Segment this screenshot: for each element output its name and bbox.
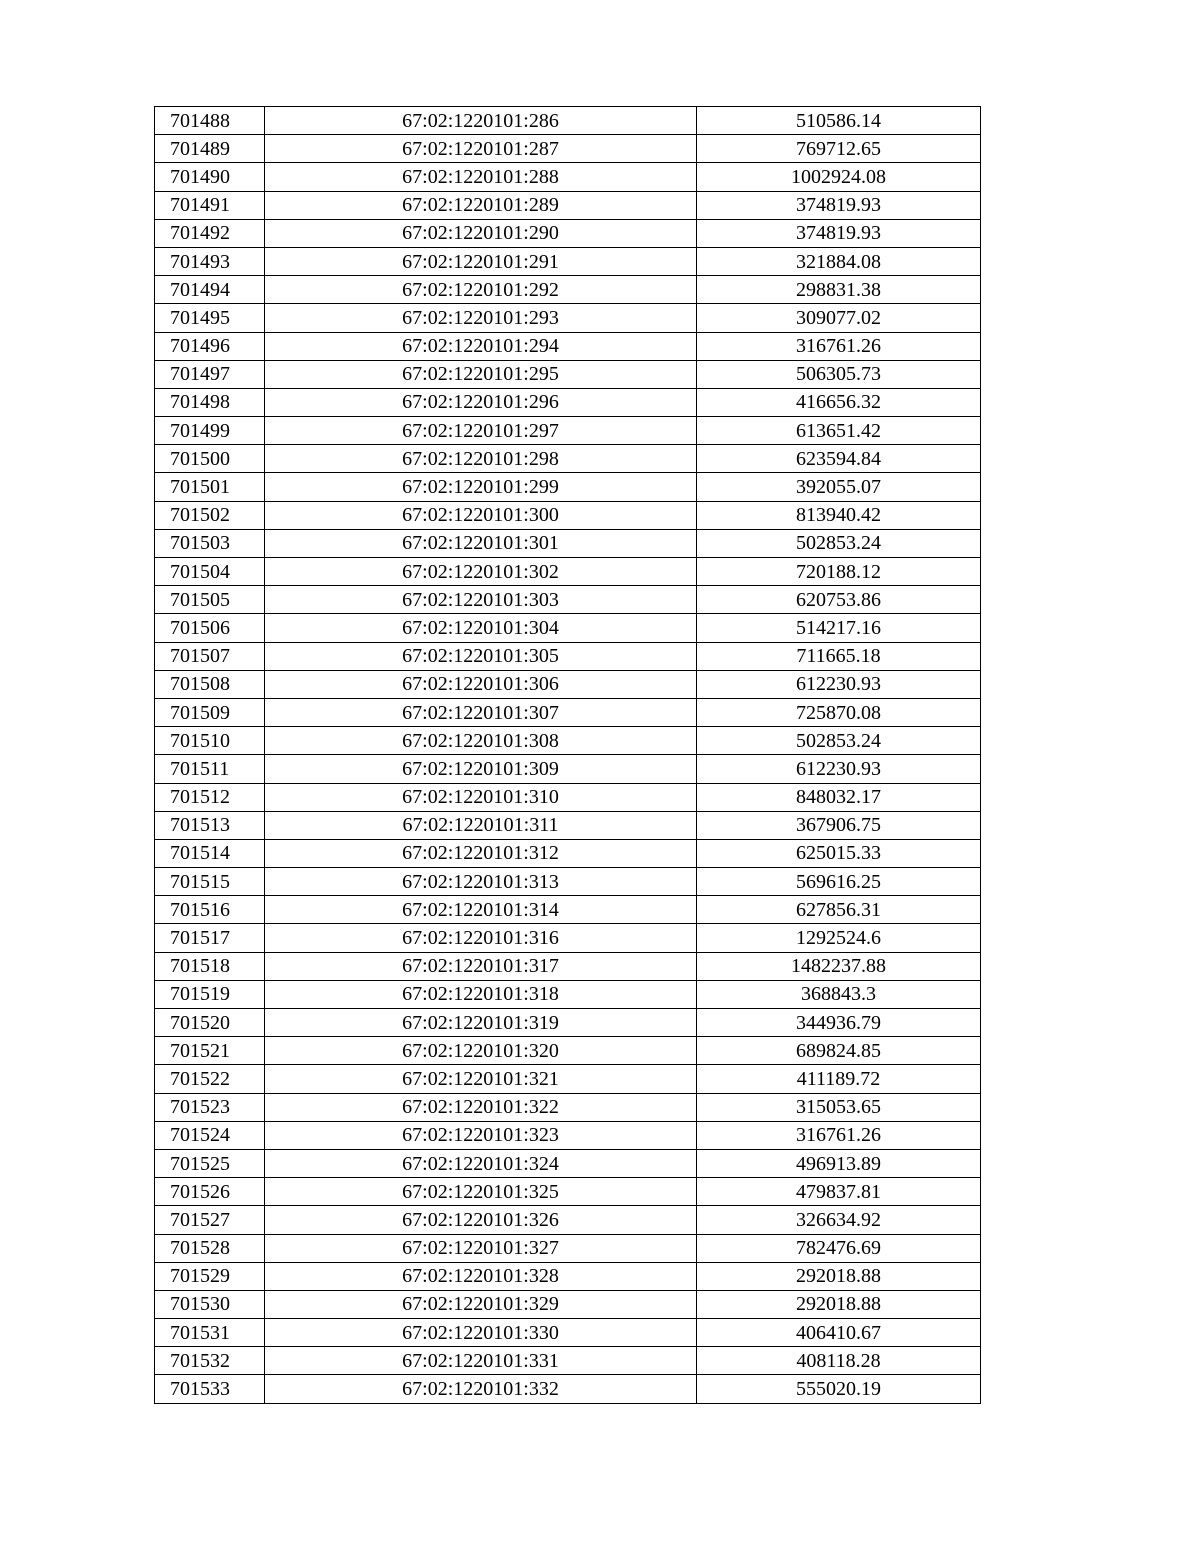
cadastral-value-cell: 769712.65 bbox=[697, 135, 981, 163]
cadastral-value-cell: 416656.32 bbox=[697, 388, 981, 416]
table-row bbox=[155, 1037, 981, 1065]
table-row bbox=[155, 727, 981, 755]
cadastral-number-cell: 67:02:1220101:329 bbox=[265, 1290, 697, 1318]
table-row bbox=[155, 304, 981, 332]
cadastral-value-cell: 625015.33 bbox=[697, 839, 981, 867]
cadastral-number-cell: 67:02:1220101:302 bbox=[265, 558, 697, 586]
table-row bbox=[155, 276, 981, 304]
row-number-cell: 701519 bbox=[155, 980, 265, 1008]
table-row bbox=[155, 1319, 981, 1347]
cadastral-number-cell: 67:02:1220101:313 bbox=[265, 868, 697, 896]
row-number-cell: 701506 bbox=[155, 614, 265, 642]
row-number-cell: 701529 bbox=[155, 1262, 265, 1290]
cadastral-value-cell: 720188.12 bbox=[697, 558, 981, 586]
row-number-cell: 701489 bbox=[155, 135, 265, 163]
cadastral-value-cell: 612230.93 bbox=[697, 670, 981, 698]
row-number-cell: 701501 bbox=[155, 473, 265, 501]
cadastral-value-cell: 411189.72 bbox=[697, 1065, 981, 1093]
row-number-cell: 701502 bbox=[155, 501, 265, 529]
cadastral-value-cell: 502853.24 bbox=[697, 727, 981, 755]
row-number-cell: 701497 bbox=[155, 360, 265, 388]
row-number-cell: 701524 bbox=[155, 1121, 265, 1149]
cadastral-number-cell: 67:02:1220101:299 bbox=[265, 473, 697, 501]
cadastral-number-cell: 67:02:1220101:311 bbox=[265, 811, 697, 839]
cadastral-number-cell: 67:02:1220101:308 bbox=[265, 727, 697, 755]
cadastral-number-cell: 67:02:1220101:309 bbox=[265, 755, 697, 783]
cadastral-value-cell: 510586.14 bbox=[697, 107, 981, 135]
table-row bbox=[155, 219, 981, 247]
row-number-cell: 701494 bbox=[155, 276, 265, 304]
row-number-cell: 701521 bbox=[155, 1037, 265, 1065]
cadastral-value-cell: 321884.08 bbox=[697, 247, 981, 275]
cadastral-number-cell: 67:02:1220101:296 bbox=[265, 388, 697, 416]
cadastral-value-cell: 292018.88 bbox=[697, 1262, 981, 1290]
cadastral-number-cell: 67:02:1220101:304 bbox=[265, 614, 697, 642]
cadastral-number-cell: 67:02:1220101:331 bbox=[265, 1347, 697, 1375]
cadastral-value-cell: 406410.67 bbox=[697, 1319, 981, 1347]
table-row bbox=[155, 107, 981, 135]
row-number-cell: 701523 bbox=[155, 1093, 265, 1121]
cadastral-number-cell: 67:02:1220101:330 bbox=[265, 1319, 697, 1347]
row-number-cell: 701505 bbox=[155, 586, 265, 614]
table-row bbox=[155, 445, 981, 473]
cadastral-number-cell: 67:02:1220101:307 bbox=[265, 698, 697, 726]
cadastral-number-cell: 67:02:1220101:332 bbox=[265, 1375, 697, 1403]
row-number-cell: 701525 bbox=[155, 1149, 265, 1177]
cadastral-number-cell: 67:02:1220101:325 bbox=[265, 1178, 697, 1206]
row-number-cell: 701488 bbox=[155, 107, 265, 135]
cadastral-number-cell: 67:02:1220101:327 bbox=[265, 1234, 697, 1262]
row-number-cell: 701520 bbox=[155, 1009, 265, 1037]
table-row bbox=[155, 1375, 981, 1403]
cadastral-value-cell: 316761.26 bbox=[697, 332, 981, 360]
table-row bbox=[155, 614, 981, 642]
row-number-cell: 701532 bbox=[155, 1347, 265, 1375]
cadastral-number-cell: 67:02:1220101:320 bbox=[265, 1037, 697, 1065]
table-row bbox=[155, 1178, 981, 1206]
cadastral-value-cell: 848032.17 bbox=[697, 783, 981, 811]
table-row bbox=[155, 247, 981, 275]
cadastral-value-cell: 408118.28 bbox=[697, 1347, 981, 1375]
row-number-cell: 701510 bbox=[155, 727, 265, 755]
table-row bbox=[155, 1009, 981, 1037]
table-row bbox=[155, 670, 981, 698]
table-body bbox=[155, 107, 981, 1404]
cadastral-value-cell: 315053.65 bbox=[697, 1093, 981, 1121]
table-row bbox=[155, 952, 981, 980]
table-row bbox=[155, 1121, 981, 1149]
table-row bbox=[155, 1093, 981, 1121]
cadastral-value-cell: 613651.42 bbox=[697, 417, 981, 445]
table-row bbox=[155, 1347, 981, 1375]
row-number-cell: 701517 bbox=[155, 924, 265, 952]
cadastral-value-cell: 1292524.6 bbox=[697, 924, 981, 952]
table-row bbox=[155, 868, 981, 896]
cadastral-value-cell: 620753.86 bbox=[697, 586, 981, 614]
cadastral-number-cell: 67:02:1220101:321 bbox=[265, 1065, 697, 1093]
table-row bbox=[155, 811, 981, 839]
table-row bbox=[155, 135, 981, 163]
cadastral-number-cell: 67:02:1220101:310 bbox=[265, 783, 697, 811]
table-row bbox=[155, 755, 981, 783]
cadastral-number-cell: 67:02:1220101:316 bbox=[265, 924, 697, 952]
row-number-cell: 701495 bbox=[155, 304, 265, 332]
cadastral-number-cell: 67:02:1220101:319 bbox=[265, 1009, 697, 1037]
table-row bbox=[155, 388, 981, 416]
cadastral-number-cell: 67:02:1220101:322 bbox=[265, 1093, 697, 1121]
table-row bbox=[155, 529, 981, 557]
row-number-cell: 701528 bbox=[155, 1234, 265, 1262]
cadastral-number-cell: 67:02:1220101:318 bbox=[265, 980, 697, 1008]
row-number-cell: 701491 bbox=[155, 191, 265, 219]
cadastral-number-cell: 67:02:1220101:292 bbox=[265, 276, 697, 304]
cadastral-number-cell: 67:02:1220101:294 bbox=[265, 332, 697, 360]
cadastral-value-cell: 374819.93 bbox=[697, 219, 981, 247]
cadastral-value-cell: 725870.08 bbox=[697, 698, 981, 726]
table-row bbox=[155, 558, 981, 586]
cadastral-value-cell: 555020.19 bbox=[697, 1375, 981, 1403]
row-number-cell: 701514 bbox=[155, 839, 265, 867]
row-number-cell: 701533 bbox=[155, 1375, 265, 1403]
table-row bbox=[155, 360, 981, 388]
cadastral-number-cell: 67:02:1220101:317 bbox=[265, 952, 697, 980]
cadastral-number-cell: 67:02:1220101:286 bbox=[265, 107, 697, 135]
cadastral-value-cell: 514217.16 bbox=[697, 614, 981, 642]
row-number-cell: 701530 bbox=[155, 1290, 265, 1318]
cadastral-value-cell: 292018.88 bbox=[697, 1290, 981, 1318]
row-number-cell: 701518 bbox=[155, 952, 265, 980]
table-row bbox=[155, 1234, 981, 1262]
cadastral-number-cell: 67:02:1220101:326 bbox=[265, 1206, 697, 1234]
table-row bbox=[155, 163, 981, 191]
table-row bbox=[155, 698, 981, 726]
row-number-cell: 701512 bbox=[155, 783, 265, 811]
table-row bbox=[155, 417, 981, 445]
cadastral-number-cell: 67:02:1220101:291 bbox=[265, 247, 697, 275]
cadastral-value-cell: 502853.24 bbox=[697, 529, 981, 557]
cadastral-number-cell: 67:02:1220101:298 bbox=[265, 445, 697, 473]
cadastral-number-cell: 67:02:1220101:289 bbox=[265, 191, 697, 219]
table-row bbox=[155, 586, 981, 614]
cadastral-value-cell: 612230.93 bbox=[697, 755, 981, 783]
row-number-cell: 701503 bbox=[155, 529, 265, 557]
table-row bbox=[155, 924, 981, 952]
table-row bbox=[155, 1149, 981, 1177]
row-number-cell: 701509 bbox=[155, 698, 265, 726]
row-number-cell: 701504 bbox=[155, 558, 265, 586]
row-number-cell: 701492 bbox=[155, 219, 265, 247]
row-number-cell: 701498 bbox=[155, 388, 265, 416]
cadastral-number-cell: 67:02:1220101:314 bbox=[265, 896, 697, 924]
table-row bbox=[155, 191, 981, 219]
cadastral-number-cell: 67:02:1220101:297 bbox=[265, 417, 697, 445]
cadastral-value-cell: 309077.02 bbox=[697, 304, 981, 332]
cadastral-value-cell: 1482237.88 bbox=[697, 952, 981, 980]
row-number-cell: 701507 bbox=[155, 642, 265, 670]
row-number-cell: 701496 bbox=[155, 332, 265, 360]
cadastral-value-cell: 344936.79 bbox=[697, 1009, 981, 1037]
cadastral-number-cell: 67:02:1220101:312 bbox=[265, 839, 697, 867]
row-number-cell: 701513 bbox=[155, 811, 265, 839]
table-row bbox=[155, 783, 981, 811]
cadastral-number-cell: 67:02:1220101:323 bbox=[265, 1121, 697, 1149]
table-row bbox=[155, 332, 981, 360]
table-row bbox=[155, 1262, 981, 1290]
cadastral-number-cell: 67:02:1220101:306 bbox=[265, 670, 697, 698]
cadastral-value-cell: 1002924.08 bbox=[697, 163, 981, 191]
table-row bbox=[155, 473, 981, 501]
cadastral-value-cell: 392055.07 bbox=[697, 473, 981, 501]
cadastral-value-cell: 298831.38 bbox=[697, 276, 981, 304]
table-row bbox=[155, 642, 981, 670]
table-row bbox=[155, 1065, 981, 1093]
cadastral-number-cell: 67:02:1220101:295 bbox=[265, 360, 697, 388]
cadastral-value-cell: 326634.92 bbox=[697, 1206, 981, 1234]
row-number-cell: 701515 bbox=[155, 868, 265, 896]
table-row bbox=[155, 839, 981, 867]
row-number-cell: 701500 bbox=[155, 445, 265, 473]
cadastral-value-cell: 623594.84 bbox=[697, 445, 981, 473]
cadastral-number-cell: 67:02:1220101:300 bbox=[265, 501, 697, 529]
cadastral-number-cell: 67:02:1220101:303 bbox=[265, 586, 697, 614]
table-row bbox=[155, 896, 981, 924]
row-number-cell: 701531 bbox=[155, 1319, 265, 1347]
cadastral-value-cell: 506305.73 bbox=[697, 360, 981, 388]
row-number-cell: 701526 bbox=[155, 1178, 265, 1206]
row-number-cell: 701499 bbox=[155, 417, 265, 445]
table-row bbox=[155, 980, 981, 1008]
cadastral-number-cell: 67:02:1220101:288 bbox=[265, 163, 697, 191]
cadastral-number-cell: 67:02:1220101:324 bbox=[265, 1149, 697, 1177]
cadastral-value-cell: 711665.18 bbox=[697, 642, 981, 670]
row-number-cell: 701522 bbox=[155, 1065, 265, 1093]
cadastral-value-cell: 368843.3 bbox=[697, 980, 981, 1008]
row-number-cell: 701493 bbox=[155, 247, 265, 275]
cadastral-number-cell: 67:02:1220101:305 bbox=[265, 642, 697, 670]
row-number-cell: 701511 bbox=[155, 755, 265, 783]
table-row bbox=[155, 1206, 981, 1234]
row-number-cell: 701490 bbox=[155, 163, 265, 191]
cadastral-value-cell: 782476.69 bbox=[697, 1234, 981, 1262]
cadastral-number-cell: 67:02:1220101:293 bbox=[265, 304, 697, 332]
cadastral-value-cell: 627856.31 bbox=[697, 896, 981, 924]
cadastral-value-cell: 689824.85 bbox=[697, 1037, 981, 1065]
cadastral-number-cell: 67:02:1220101:290 bbox=[265, 219, 697, 247]
cadastral-value-cell: 813940.42 bbox=[697, 501, 981, 529]
row-number-cell: 701516 bbox=[155, 896, 265, 924]
cadastral-number-cell: 67:02:1220101:301 bbox=[265, 529, 697, 557]
table-row bbox=[155, 1290, 981, 1318]
cadastral-number-cell: 67:02:1220101:287 bbox=[265, 135, 697, 163]
cadastral-number-cell: 67:02:1220101:328 bbox=[265, 1262, 697, 1290]
cadastral-value-cell: 479837.81 bbox=[697, 1178, 981, 1206]
row-number-cell: 701508 bbox=[155, 670, 265, 698]
row-number-cell: 701527 bbox=[155, 1206, 265, 1234]
cadastral-value-cell: 367906.75 bbox=[697, 811, 981, 839]
table-row bbox=[155, 501, 981, 529]
cadastral-value-cell: 374819.93 bbox=[697, 191, 981, 219]
cadastral-value-table bbox=[154, 106, 981, 1404]
cadastral-value-cell: 496913.89 bbox=[697, 1149, 981, 1177]
cadastral-value-cell: 569616.25 bbox=[697, 868, 981, 896]
cadastral-value-cell: 316761.26 bbox=[697, 1121, 981, 1149]
